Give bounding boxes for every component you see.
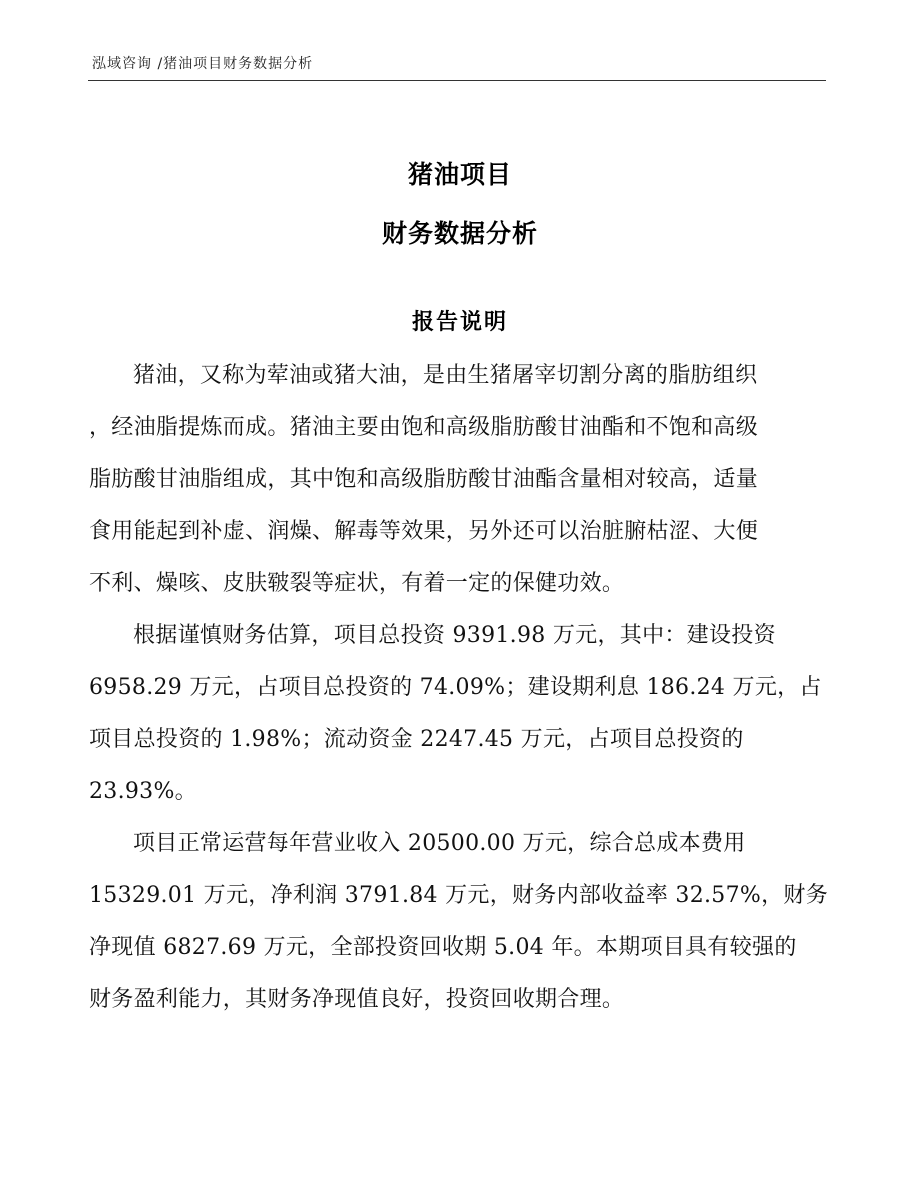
paragraph-line: 猪油，又称为荤油或猪大油，是由生猪屠宰切割分离的脂肪组织	[133, 363, 758, 388]
paragraph-line: 6958.29 万元，占项目总投资的 74.09%；建设期利息 186.24 万元，占	[89, 675, 822, 700]
paragraph-intro	[89, 350, 829, 610]
header-divider	[88, 80, 826, 81]
section-heading: 报告说明	[411, 310, 508, 335]
paragraph-operations	[89, 818, 829, 1026]
paragraph-line: 根据谨慎财务估算，项目总投资 9391.98 万元，其中：建设投资	[133, 623, 776, 648]
paragraph-line: 项目正常运营每年营业收入 20500.00 万元，综合总成本费用	[133, 831, 746, 856]
document-title-line-2: 财务数据分析	[381, 219, 538, 248]
paragraph-line: 食用能起到补虚、润燥、解毒等效果，另外还可以治脏腑枯涩、大便	[89, 519, 759, 544]
paragraph-line: 15329.01 万元，净利润 3791.84 万元，财务内部收益率 32.57%，财务	[89, 883, 829, 908]
paragraph-line: 项目总投资的 1.98%；流动资金 2247.45 万元，占项目总投资的	[89, 727, 744, 752]
paragraph-line: 净现值 6827.69 万元，全部投资回收期 5.04 年。本期项目具有较强的	[89, 935, 797, 960]
paragraph-line: 不利、燥咳、皮肤皲裂等症状，有着一定的保健功效。	[89, 571, 625, 596]
running-header: 泓域咨询 /猪油项目财务数据分析	[92, 56, 314, 72]
paragraph-line: 财务盈利能力，其财务净现值良好，投资回收期合理。	[89, 987, 625, 1012]
paragraph-line: 23.93%。	[89, 779, 197, 804]
paragraph-line: ，经油脂提炼而成。猪油主要由饱和高级脂肪酸甘油酯和不饱和高级	[89, 415, 759, 440]
document-title-line-1: 猪油项目	[407, 160, 512, 189]
paragraph-line: 脂肪酸甘油脂组成，其中饱和高级脂肪酸甘油酯含量相对较高，适量	[89, 467, 759, 492]
paragraph-investment	[89, 610, 829, 818]
